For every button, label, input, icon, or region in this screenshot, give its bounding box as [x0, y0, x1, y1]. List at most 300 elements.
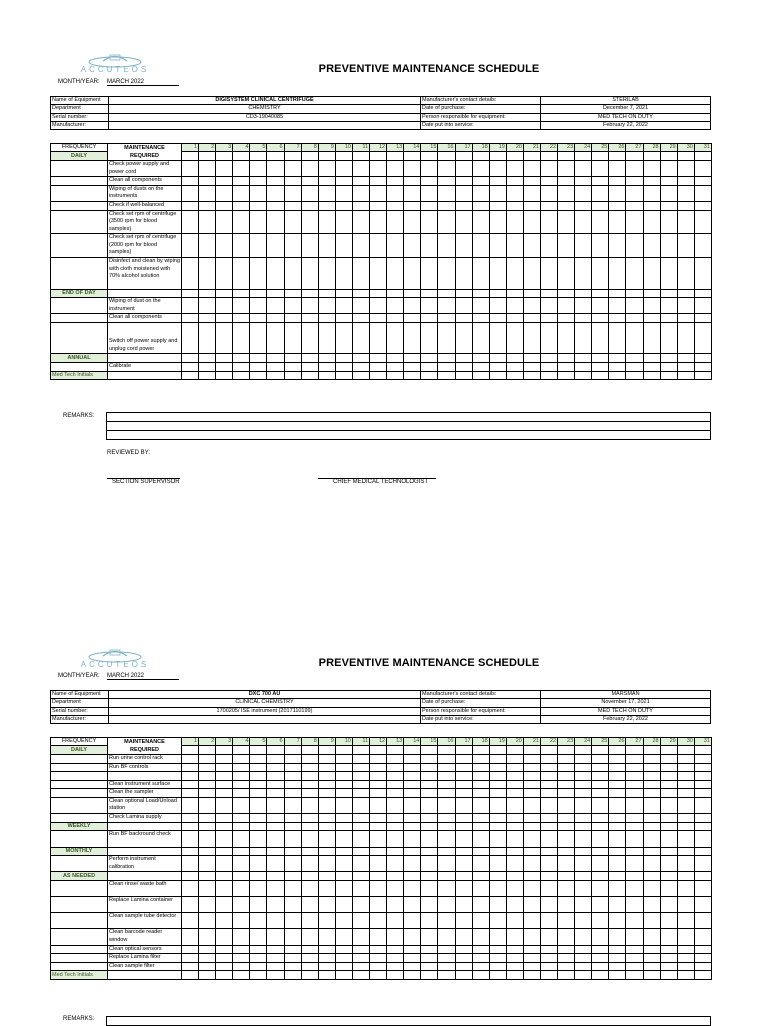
check-cell[interactable]: [199, 822, 216, 831]
check-cell[interactable]: [660, 185, 677, 201]
check-cell[interactable]: [558, 772, 575, 781]
check-cell[interactable]: [250, 371, 267, 380]
check-cell[interactable]: [438, 814, 455, 823]
check-cell[interactable]: [455, 152, 472, 161]
check-cell[interactable]: [199, 945, 216, 954]
check-cell[interactable]: [523, 872, 540, 881]
check-cell[interactable]: [233, 201, 250, 210]
check-cell[interactable]: [387, 954, 404, 963]
check-cell[interactable]: [455, 322, 472, 353]
check-cell[interactable]: [318, 152, 335, 161]
check-cell[interactable]: [472, 847, 489, 856]
check-cell[interactable]: [575, 847, 592, 856]
check-cell[interactable]: [592, 185, 609, 201]
check-cell[interactable]: [523, 152, 540, 161]
check-cell[interactable]: [370, 152, 387, 161]
check-cell[interactable]: [626, 314, 643, 323]
check-cell[interactable]: [609, 362, 626, 371]
check-cell[interactable]: [592, 161, 609, 177]
check-cell[interactable]: [609, 929, 626, 945]
check-cell[interactable]: [438, 322, 455, 353]
check-cell[interactable]: [404, 289, 421, 298]
check-cell[interactable]: [592, 746, 609, 755]
check-cell[interactable]: [199, 772, 216, 781]
check-cell[interactable]: [370, 322, 387, 353]
check-cell[interactable]: [626, 772, 643, 781]
check-cell[interactable]: [455, 362, 472, 371]
check-cell[interactable]: [575, 201, 592, 210]
check-cell[interactable]: [387, 177, 404, 186]
check-cell[interactable]: [540, 856, 557, 872]
check-cell[interactable]: [421, 814, 438, 823]
remarks-line[interactable]: [107, 1017, 711, 1026]
check-cell[interactable]: [284, 822, 301, 831]
check-cell[interactable]: [472, 371, 489, 380]
check-cell[interactable]: [284, 755, 301, 764]
check-cell[interactable]: [370, 971, 387, 980]
check-cell[interactable]: [421, 797, 438, 813]
check-cell[interactable]: [455, 847, 472, 856]
check-cell[interactable]: [318, 258, 335, 289]
check-cell[interactable]: [387, 962, 404, 971]
check-cell[interactable]: [250, 354, 267, 363]
check-cell[interactable]: [558, 362, 575, 371]
check-cell[interactable]: [335, 177, 352, 186]
check-cell[interactable]: [609, 289, 626, 298]
check-cell[interactable]: [387, 913, 404, 929]
check-cell[interactable]: [438, 314, 455, 323]
check-cell[interactable]: [472, 814, 489, 823]
check-cell[interactable]: [506, 780, 523, 789]
check-cell[interactable]: [387, 971, 404, 980]
check-cell[interactable]: [575, 945, 592, 954]
check-cell[interactable]: [643, 371, 660, 380]
check-cell[interactable]: [523, 177, 540, 186]
check-cell[interactable]: [489, 201, 506, 210]
check-cell[interactable]: [489, 289, 506, 298]
check-cell[interactable]: [318, 314, 335, 323]
check-cell[interactable]: [250, 929, 267, 945]
check-cell[interactable]: [404, 945, 421, 954]
check-cell[interactable]: [660, 880, 677, 896]
check-cell[interactable]: [404, 314, 421, 323]
check-cell[interactable]: [352, 258, 369, 289]
check-cell[interactable]: [575, 354, 592, 363]
check-cell[interactable]: [575, 258, 592, 289]
check-cell[interactable]: [182, 772, 199, 781]
check-cell[interactable]: [233, 913, 250, 929]
check-cell[interactable]: [558, 814, 575, 823]
check-cell[interactable]: [352, 755, 369, 764]
check-cell[interactable]: [694, 789, 711, 798]
check-cell[interactable]: [387, 322, 404, 353]
check-cell[interactable]: [523, 971, 540, 980]
check-cell[interactable]: [335, 362, 352, 371]
check-cell[interactable]: [370, 755, 387, 764]
check-cell[interactable]: [472, 289, 489, 298]
check-cell[interactable]: [216, 847, 233, 856]
check-cell[interactable]: [284, 897, 301, 913]
check-cell[interactable]: [421, 314, 438, 323]
check-cell[interactable]: [455, 772, 472, 781]
check-cell[interactable]: [387, 185, 404, 201]
check-cell[interactable]: [182, 789, 199, 798]
check-cell[interactable]: [558, 314, 575, 323]
check-cell[interactable]: [284, 962, 301, 971]
check-cell[interactable]: [660, 210, 677, 234]
check-cell[interactable]: [199, 322, 216, 353]
check-cell[interactable]: [677, 185, 694, 201]
check-cell[interactable]: [318, 962, 335, 971]
check-cell[interactable]: [301, 971, 318, 980]
check-cell[interactable]: [335, 763, 352, 772]
check-cell[interactable]: [438, 772, 455, 781]
check-cell[interactable]: [216, 763, 233, 772]
check-cell[interactable]: [335, 971, 352, 980]
check-cell[interactable]: [677, 971, 694, 980]
check-cell[interactable]: [626, 780, 643, 789]
check-cell[interactable]: [677, 362, 694, 371]
check-cell[interactable]: [694, 780, 711, 789]
check-cell[interactable]: [540, 362, 557, 371]
check-cell[interactable]: [387, 822, 404, 831]
check-cell[interactable]: [472, 962, 489, 971]
check-cell[interactable]: [575, 289, 592, 298]
check-cell[interactable]: [318, 814, 335, 823]
check-cell[interactable]: [284, 789, 301, 798]
check-cell[interactable]: [404, 201, 421, 210]
check-cell[interactable]: [438, 962, 455, 971]
check-cell[interactable]: [575, 371, 592, 380]
check-cell[interactable]: [199, 929, 216, 945]
check-cell[interactable]: [199, 234, 216, 258]
check-cell[interactable]: [558, 210, 575, 234]
check-cell[interactable]: [284, 371, 301, 380]
check-cell[interactable]: [677, 880, 694, 896]
check-cell[interactable]: [352, 322, 369, 353]
check-cell[interactable]: [438, 354, 455, 363]
check-cell[interactable]: [694, 152, 711, 161]
check-cell[interactable]: [335, 822, 352, 831]
check-cell[interactable]: [421, 258, 438, 289]
check-cell[interactable]: [472, 872, 489, 881]
check-cell[interactable]: [506, 913, 523, 929]
check-cell[interactable]: [643, 954, 660, 963]
check-cell[interactable]: [301, 831, 318, 847]
check-cell[interactable]: [421, 831, 438, 847]
check-cell[interactable]: [558, 185, 575, 201]
check-cell[interactable]: [182, 755, 199, 764]
check-cell[interactable]: [233, 962, 250, 971]
check-cell[interactable]: [199, 780, 216, 789]
check-cell[interactable]: [421, 755, 438, 764]
check-cell[interactable]: [558, 201, 575, 210]
check-cell[interactable]: [472, 152, 489, 161]
check-cell[interactable]: [387, 831, 404, 847]
check-cell[interactable]: [540, 797, 557, 813]
check-cell[interactable]: [404, 814, 421, 823]
check-cell[interactable]: [489, 913, 506, 929]
check-cell[interactable]: [660, 822, 677, 831]
check-cell[interactable]: [421, 780, 438, 789]
check-cell[interactable]: [301, 772, 318, 781]
check-cell[interactable]: [506, 814, 523, 823]
check-cell[interactable]: [489, 772, 506, 781]
check-cell[interactable]: [489, 177, 506, 186]
check-cell[interactable]: [626, 298, 643, 314]
check-cell[interactable]: [301, 797, 318, 813]
check-cell[interactable]: [626, 945, 643, 954]
check-cell[interactable]: [199, 880, 216, 896]
check-cell[interactable]: [455, 258, 472, 289]
check-cell[interactable]: [592, 234, 609, 258]
check-cell[interactable]: [267, 822, 284, 831]
check-cell[interactable]: [626, 210, 643, 234]
check-cell[interactable]: [575, 298, 592, 314]
check-cell[interactable]: [335, 258, 352, 289]
check-cell[interactable]: [370, 314, 387, 323]
check-cell[interactable]: [387, 210, 404, 234]
check-cell[interactable]: [284, 152, 301, 161]
check-cell[interactable]: [523, 962, 540, 971]
check-cell[interactable]: [694, 822, 711, 831]
check-cell[interactable]: [643, 152, 660, 161]
check-cell[interactable]: [250, 913, 267, 929]
check-cell[interactable]: [387, 152, 404, 161]
check-cell[interactable]: [489, 962, 506, 971]
check-cell[interactable]: [506, 354, 523, 363]
check-cell[interactable]: [387, 258, 404, 289]
check-cell[interactable]: [540, 161, 557, 177]
check-cell[interactable]: [609, 962, 626, 971]
check-cell[interactable]: [404, 797, 421, 813]
check-cell[interactable]: [472, 234, 489, 258]
check-cell[interactable]: [250, 234, 267, 258]
check-cell[interactable]: [404, 962, 421, 971]
check-cell[interactable]: [626, 897, 643, 913]
check-cell[interactable]: [540, 913, 557, 929]
check-cell[interactable]: [199, 913, 216, 929]
check-cell[interactable]: [250, 289, 267, 298]
check-cell[interactable]: [455, 746, 472, 755]
check-cell[interactable]: [335, 897, 352, 913]
check-cell[interactable]: [540, 789, 557, 798]
check-cell[interactable]: [438, 789, 455, 798]
check-cell[interactable]: [489, 929, 506, 945]
check-cell[interactable]: [592, 789, 609, 798]
check-cell[interactable]: [370, 161, 387, 177]
check-cell[interactable]: [575, 822, 592, 831]
check-cell[interactable]: [540, 289, 557, 298]
check-cell[interactable]: [250, 755, 267, 764]
check-cell[interactable]: [455, 354, 472, 363]
check-cell[interactable]: [575, 897, 592, 913]
check-cell[interactable]: [575, 856, 592, 872]
check-cell[interactable]: [472, 314, 489, 323]
check-cell[interactable]: [250, 763, 267, 772]
check-cell[interactable]: [609, 780, 626, 789]
check-cell[interactable]: [438, 755, 455, 764]
check-cell[interactable]: [284, 913, 301, 929]
check-cell[interactable]: [352, 152, 369, 161]
check-cell[interactable]: [677, 177, 694, 186]
check-cell[interactable]: [540, 763, 557, 772]
check-cell[interactable]: [352, 763, 369, 772]
check-cell[interactable]: [182, 856, 199, 872]
check-cell[interactable]: [592, 954, 609, 963]
check-cell[interactable]: [335, 780, 352, 789]
check-cell[interactable]: [643, 822, 660, 831]
check-cell[interactable]: [233, 234, 250, 258]
check-cell[interactable]: [387, 847, 404, 856]
check-cell[interactable]: [335, 185, 352, 201]
check-cell[interactable]: [609, 945, 626, 954]
check-cell[interactable]: [489, 354, 506, 363]
check-cell[interactable]: [250, 201, 267, 210]
check-cell[interactable]: [352, 780, 369, 789]
check-cell[interactable]: [540, 354, 557, 363]
check-cell[interactable]: [182, 152, 199, 161]
check-cell[interactable]: [421, 210, 438, 234]
check-cell[interactable]: [438, 258, 455, 289]
check-cell[interactable]: [233, 880, 250, 896]
check-cell[interactable]: [284, 161, 301, 177]
check-cell[interactable]: [643, 929, 660, 945]
check-cell[interactable]: [284, 362, 301, 371]
check-cell[interactable]: [284, 185, 301, 201]
check-cell[interactable]: [540, 962, 557, 971]
check-cell[interactable]: [199, 354, 216, 363]
check-cell[interactable]: [660, 234, 677, 258]
check-cell[interactable]: [370, 234, 387, 258]
check-cell[interactable]: [421, 177, 438, 186]
check-cell[interactable]: [694, 210, 711, 234]
check-cell[interactable]: [421, 971, 438, 980]
check-cell[interactable]: [404, 755, 421, 764]
check-cell[interactable]: [301, 814, 318, 823]
check-cell[interactable]: [609, 314, 626, 323]
check-cell[interactable]: [438, 847, 455, 856]
check-cell[interactable]: [523, 746, 540, 755]
check-cell[interactable]: [626, 152, 643, 161]
check-cell[interactable]: [182, 201, 199, 210]
check-cell[interactable]: [677, 314, 694, 323]
check-cell[interactable]: [438, 780, 455, 789]
check-cell[interactable]: [575, 755, 592, 764]
check-cell[interactable]: [626, 831, 643, 847]
check-cell[interactable]: [387, 201, 404, 210]
check-cell[interactable]: [558, 913, 575, 929]
check-cell[interactable]: [455, 763, 472, 772]
check-cell[interactable]: [284, 945, 301, 954]
check-cell[interactable]: [421, 152, 438, 161]
check-cell[interactable]: [643, 913, 660, 929]
check-cell[interactable]: [540, 314, 557, 323]
check-cell[interactable]: [643, 298, 660, 314]
check-cell[interactable]: [626, 161, 643, 177]
check-cell[interactable]: [660, 177, 677, 186]
check-cell[interactable]: [250, 780, 267, 789]
check-cell[interactable]: [267, 929, 284, 945]
check-cell[interactable]: [318, 822, 335, 831]
check-cell[interactable]: [199, 856, 216, 872]
check-cell[interactable]: [233, 780, 250, 789]
check-cell[interactable]: [660, 872, 677, 881]
check-cell[interactable]: [318, 177, 335, 186]
check-cell[interactable]: [250, 822, 267, 831]
check-cell[interactable]: [472, 201, 489, 210]
check-cell[interactable]: [523, 289, 540, 298]
check-cell[interactable]: [472, 763, 489, 772]
check-cell[interactable]: [301, 314, 318, 323]
check-cell[interactable]: [352, 847, 369, 856]
check-cell[interactable]: [250, 746, 267, 755]
check-cell[interactable]: [660, 831, 677, 847]
check-cell[interactable]: [267, 962, 284, 971]
check-cell[interactable]: [370, 954, 387, 963]
check-cell[interactable]: [216, 954, 233, 963]
check-cell[interactable]: [592, 971, 609, 980]
check-cell[interactable]: [677, 929, 694, 945]
check-cell[interactable]: [455, 856, 472, 872]
check-cell[interactable]: [455, 201, 472, 210]
check-cell[interactable]: [677, 161, 694, 177]
check-cell[interactable]: [677, 746, 694, 755]
check-cell[interactable]: [506, 929, 523, 945]
check-cell[interactable]: [233, 872, 250, 881]
check-cell[interactable]: [489, 322, 506, 353]
check-cell[interactable]: [575, 780, 592, 789]
check-cell[interactable]: [540, 945, 557, 954]
check-cell[interactable]: [318, 298, 335, 314]
check-cell[interactable]: [660, 298, 677, 314]
check-cell[interactable]: [455, 371, 472, 380]
check-cell[interactable]: [387, 755, 404, 764]
check-cell[interactable]: [216, 822, 233, 831]
check-cell[interactable]: [677, 152, 694, 161]
check-cell[interactable]: [182, 897, 199, 913]
check-cell[interactable]: [267, 234, 284, 258]
check-cell[interactable]: [267, 772, 284, 781]
check-cell[interactable]: [335, 322, 352, 353]
check-cell[interactable]: [216, 289, 233, 298]
check-cell[interactable]: [387, 880, 404, 896]
check-cell[interactable]: [182, 210, 199, 234]
check-cell[interactable]: [335, 289, 352, 298]
check-cell[interactable]: [404, 763, 421, 772]
check-cell[interactable]: [370, 763, 387, 772]
check-cell[interactable]: [421, 322, 438, 353]
check-cell[interactable]: [233, 954, 250, 963]
check-cell[interactable]: [216, 354, 233, 363]
check-cell[interactable]: [558, 780, 575, 789]
check-cell[interactable]: [694, 298, 711, 314]
check-cell[interactable]: [438, 872, 455, 881]
check-cell[interactable]: [284, 856, 301, 872]
check-cell[interactable]: [626, 797, 643, 813]
check-cell[interactable]: [199, 177, 216, 186]
check-cell[interactable]: [455, 234, 472, 258]
check-cell[interactable]: [677, 831, 694, 847]
check-cell[interactable]: [558, 161, 575, 177]
check-cell[interactable]: [592, 755, 609, 764]
check-cell[interactable]: [506, 945, 523, 954]
check-cell[interactable]: [575, 161, 592, 177]
check-cell[interactable]: [592, 856, 609, 872]
check-cell[interactable]: [182, 954, 199, 963]
check-cell[interactable]: [609, 797, 626, 813]
check-cell[interactable]: [199, 897, 216, 913]
